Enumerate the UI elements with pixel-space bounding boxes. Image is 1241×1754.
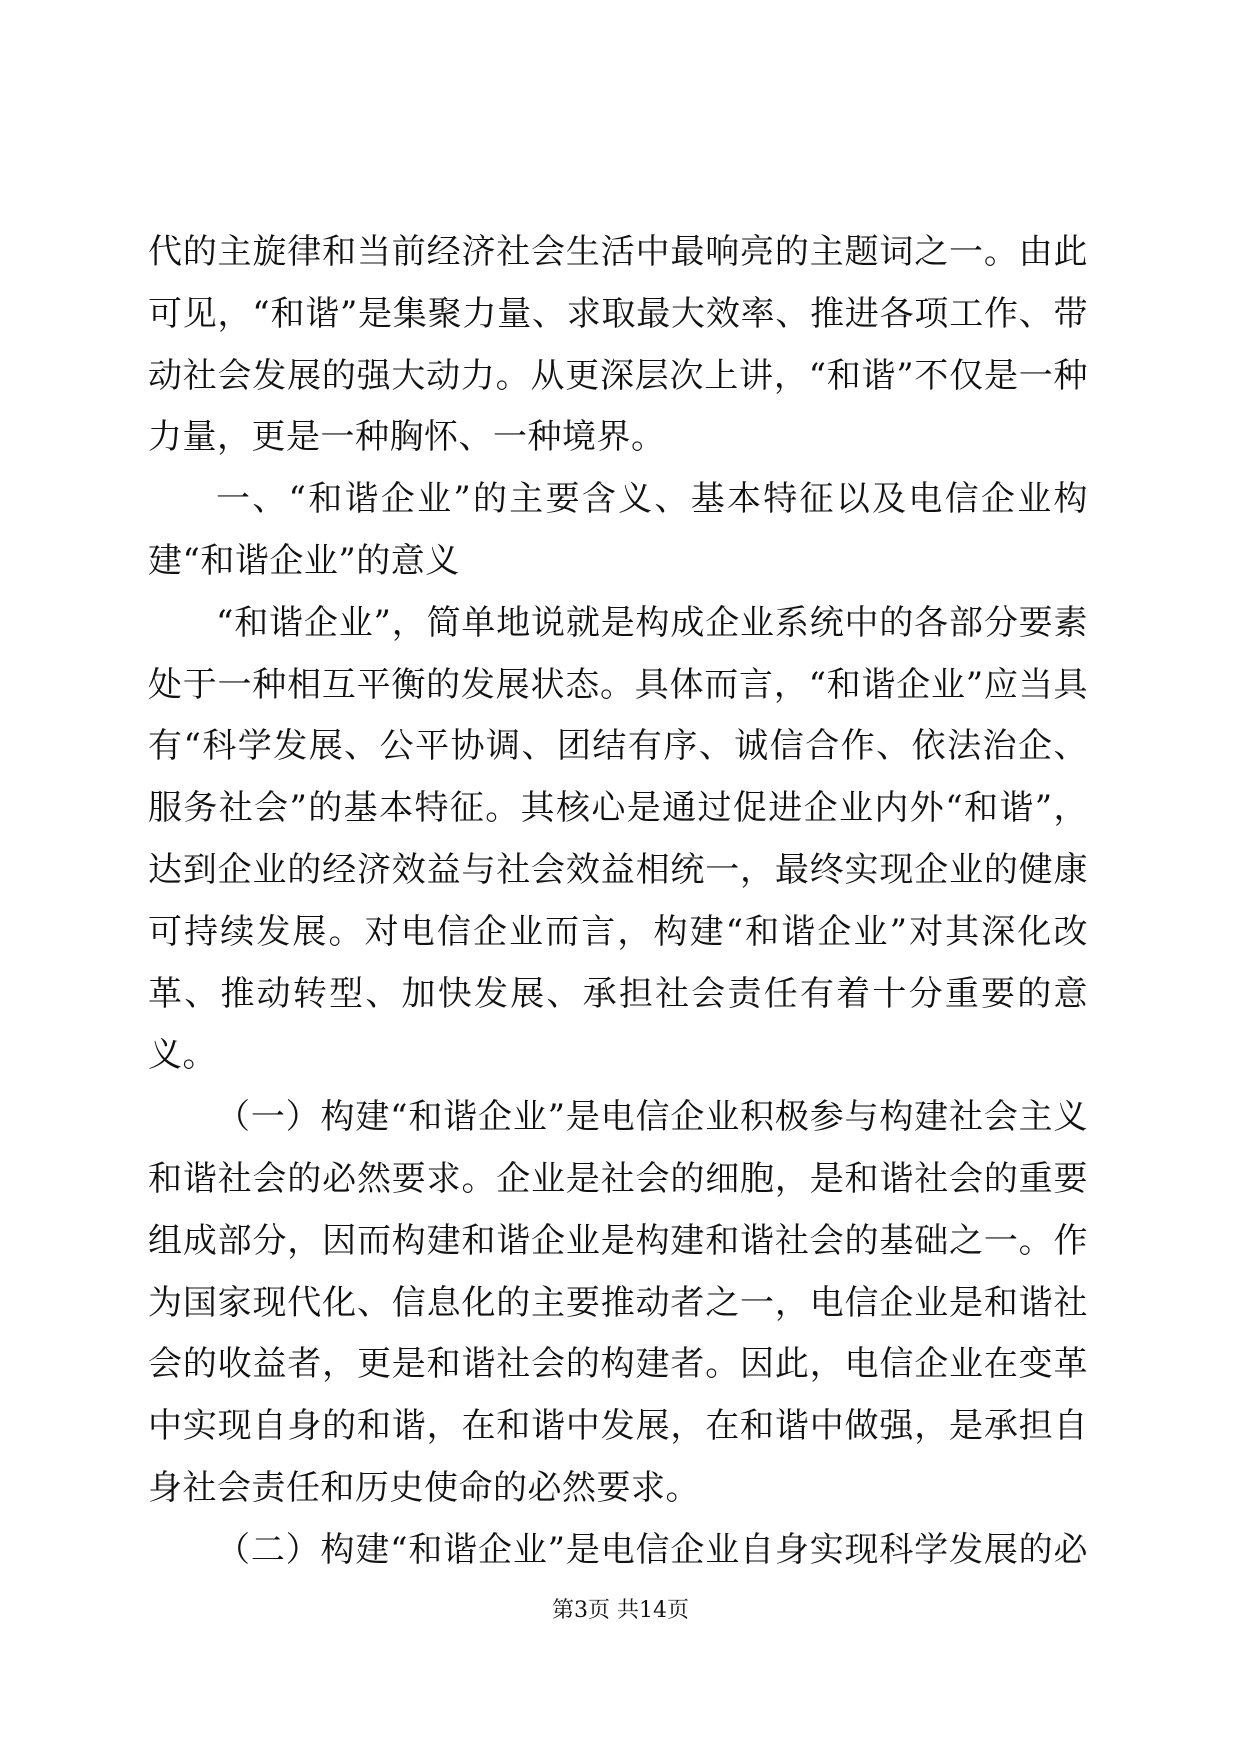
paragraph-definition: “和谐企业”，简单地说就是构成企业系统中的各部分要素处于一种相互平衡的发展状态。具体而言，“和谐企业”应当具有“科学发展、公平协调、团结有序、诚信合作、依法治企、服务社会”的基本特征。其核心是通过促进企业内外“和谐”，达到企业的经济效益与社会效益相统一，最终实现企业的健康可持续发展。对电信企业而言，构建“和谐企业”对其深化改革、推动转型、加快发展、承担社会责任有着十分重要的意义。 xyxy=(148,602,1088,1076)
paragraph-point-two: （二）构建“和谐企业”是电信企业自身实现科学发展的必 xyxy=(216,1529,1088,1570)
page-footer xyxy=(0,1596,1241,1626)
document-body xyxy=(148,222,1088,1582)
paragraph-continuation: 代的主旋律和当前经济社会生活中最响亮的主题词之一。由此可见，“和谐”是集聚力量、求取最大效率、推进各项工作、带动社会发展的强大动力。从更深层次上讲，“和谐”不仅是一种力量，更是一种胸怀、一种境界。 xyxy=(148,232,1088,458)
page-number-indicator: 第3页 共14页 xyxy=(552,1598,689,1623)
paragraph-point-one: （一）构建“和谐企业”是电信企业积极参与构建社会主义和谐社会的必然要求。企业是社会的细胞，是和谐社会的重要组成部分，因而构建和谐企业是构建和谐社会的基础之一。作为国家现代化、信息化的主要推动者之一，电信企业是和谐社会的收益者，更是和谐社会的构建者。因此，电信企业在变革中实现自身的和谐，在和谐中发展，在和谐中做强，是承担自身社会责任和历史使命的必然要求。 xyxy=(148,1097,1088,1508)
section-heading-one: 一、“和谐企业”的主要含义、基本特征以及电信企业构建“和谐企业”的意义 xyxy=(148,479,1088,581)
